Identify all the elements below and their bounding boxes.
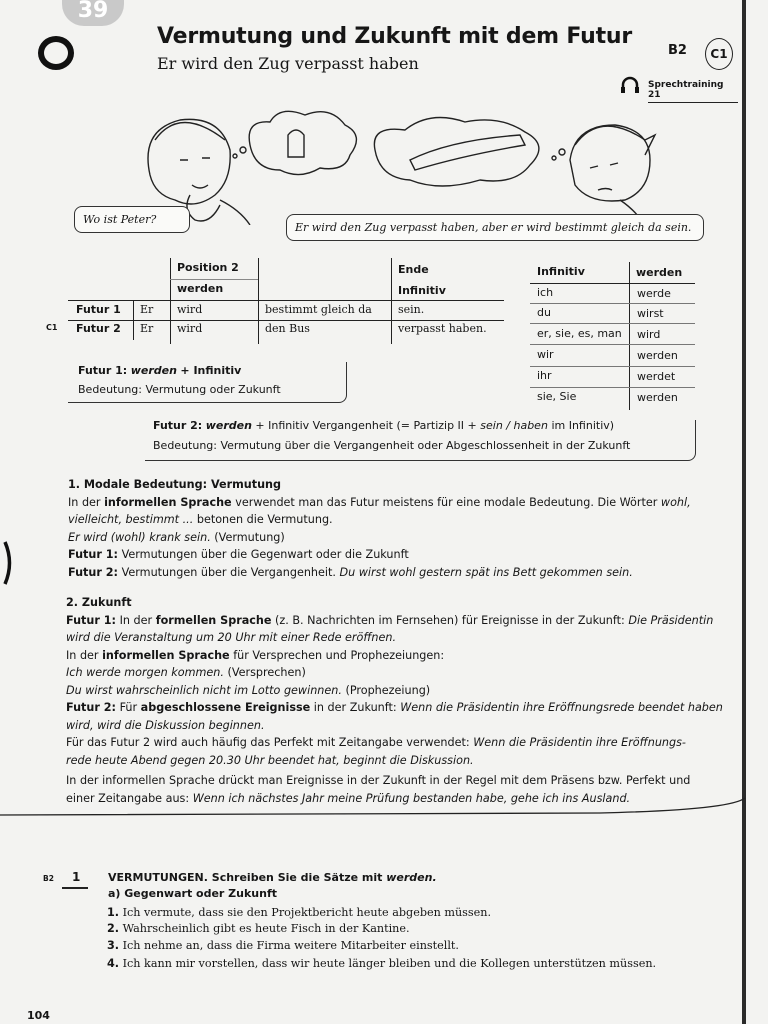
unit-number: 39 — [77, 0, 109, 23]
row-futur1-subject: Er — [140, 303, 154, 316]
page-subtitle: Er wird den Zug verpasst haben — [157, 54, 419, 73]
futur2-formula-werden: werden — [205, 419, 252, 432]
conj-form: wird — [637, 328, 661, 341]
text: Du wirst wohl gestern spät ins Bett gekommen sein. — [339, 565, 633, 579]
text: Er wird (wohl) krank sein. — [68, 530, 211, 544]
exercise-item — [107, 906, 491, 919]
text: (z. B. Nachrichten im Fernsehen) für Ereignisse in der Zukunft: — [271, 613, 629, 627]
text: Für das Futur 2 wird auch häufig das Perfekt mit Zeitangabe verwendet: — [66, 736, 474, 749]
exercise-item — [107, 939, 459, 952]
audio-track-label: Sprechtraining 21 — [648, 80, 738, 103]
text: Futur 2: — [68, 565, 119, 579]
text: Für — [116, 701, 141, 714]
text: (Prophezeiung) — [341, 683, 431, 697]
conj-form: wirst — [637, 307, 664, 320]
exercise-part-title: a) Gegenwart oder Zukunft — [108, 887, 278, 900]
speech-bubble-left — [74, 206, 190, 233]
section2-line — [66, 734, 726, 752]
futur2-formula — [153, 419, 614, 432]
row-futur1-label: Futur 1 — [76, 303, 121, 316]
conj-pronoun: ihr — [537, 369, 552, 382]
section-modal-meaning — [68, 476, 728, 581]
header-werden: werden — [177, 282, 224, 295]
text: Ich werde morgen kommen. — [66, 666, 224, 679]
header-position2: Position 2 — [177, 261, 239, 274]
section1-line — [68, 529, 728, 547]
item-text: Wahrscheinlich gibt es heute Fisch in der Kantine. — [122, 922, 410, 935]
text: abgeschlossene Ereignisse — [140, 701, 311, 714]
header-infinitiv: Infinitiv — [398, 284, 446, 297]
text: verwendet man das Futur meistens für eine modale Bedeutung. Die Wörter — [231, 495, 661, 509]
row-futur2-end: verpasst haben. — [398, 322, 487, 335]
item-number: 2. — [107, 922, 120, 935]
text: für Versprechen und Prophezeiungen: — [229, 648, 445, 662]
conj-form: werden — [637, 391, 678, 404]
futur1-formula — [78, 364, 241, 377]
text: VERMUTUNGEN. Schreiben Sie die Sätze mit — [108, 871, 387, 884]
item-number: 3. — [107, 939, 120, 952]
exercise-number: 1 — [72, 870, 81, 884]
conj-form: werdet — [637, 370, 676, 383]
text: Du wirst wahrscheinlich nicht im Lotto gewinnen. — [66, 683, 342, 697]
futur2-formula-aux: sein / haben — [480, 419, 548, 432]
item-number: 1. — [107, 906, 120, 919]
section2-line — [66, 682, 726, 700]
header-ende: Ende — [398, 263, 429, 276]
conj-pronoun: sie, Sie — [537, 390, 577, 403]
section2-line: wird die Veranstaltung um 20 Uhr mit einer Rede eröffnen. — [66, 631, 397, 644]
margin-bracket-icon — [2, 540, 16, 586]
futur1-formula-werden: werden — [130, 364, 177, 377]
text: betonen die Vermutung. — [193, 513, 333, 526]
text: In der — [116, 613, 156, 627]
conj-pronoun: wir — [537, 348, 554, 361]
exercise-level: B2 — [43, 874, 54, 883]
text: in der Zukunft: — [310, 701, 401, 714]
item-text: Ich nehme an, dass die Firma weitere Mitarbeiter einstellt. — [122, 939, 459, 952]
bubble-right-text: Er wird den Zug verpasst haben, aber er wird bestimmt gleich da sein. — [295, 221, 692, 234]
section2-line: rede heute Abend gegen 20.30 Uhr beendet hat, beginnt die Diskussion. — [66, 753, 474, 767]
row-futur2-label: Futur 2 — [76, 322, 121, 335]
bubble-left-text: Wo ist Peter? — [83, 213, 157, 226]
section1-line — [68, 564, 728, 582]
conj-form: werde — [637, 287, 671, 300]
row-futur2-middle: den Bus — [265, 322, 310, 335]
text: In der — [68, 495, 105, 509]
text: vielleicht, bestimmt ... — [68, 513, 194, 526]
text: In der — [66, 648, 103, 662]
text: Futur 2: — [66, 701, 117, 714]
headphones-icon — [620, 76, 640, 94]
text: werden. — [386, 871, 437, 884]
row-futur1-end: sein. — [398, 303, 425, 316]
item-text: Ich kann mir vorstellen, dass wir heute länger bleiben und die Kollegen unterstützen müssen. — [122, 957, 657, 970]
text: formellen Sprache — [155, 613, 272, 627]
page-number: 104 — [27, 1009, 50, 1022]
text: Wenn die Präsidentin ihre Eröffnungsrede beendet haben — [400, 701, 723, 714]
text: informellen Sprache — [102, 648, 230, 662]
section2-line: wird, wird die Diskussion beginnen. — [66, 718, 265, 732]
text: Wenn die Präsidentin ihre Eröffnungs- — [473, 736, 686, 749]
row-futur1-verb: wird — [177, 303, 203, 316]
section2-heading: 2. Zukunft — [66, 596, 132, 609]
unit-ring-icon — [38, 36, 74, 70]
futur2-formula-mid: + Infinitiv Vergangenheit (= Partizip II + — [255, 419, 477, 432]
section1-line — [68, 546, 728, 564]
text: Die Präsidentin — [628, 613, 714, 627]
section2-line — [66, 699, 726, 717]
futur2-formula-end: im Infinitiv) — [551, 419, 615, 432]
page-edge — [742, 0, 746, 1024]
item-number: 4. — [107, 957, 120, 970]
text: einer Zeitangabe aus: — [66, 791, 193, 805]
section-divider — [0, 790, 750, 820]
item-text: Ich vermute, dass sie den Projektbericht heute abgeben müssen. — [122, 906, 492, 919]
row-futur2-verb: wird — [177, 322, 203, 335]
text: Vermutungen über die Vergangenheit. — [118, 565, 340, 579]
row-futur2-level: C1 — [46, 323, 58, 332]
text: (Vermutung) — [210, 530, 285, 544]
section2-line — [66, 647, 726, 665]
text: Futur 1: — [68, 548, 119, 561]
exercise-item — [107, 922, 410, 935]
exercise-item — [107, 957, 656, 970]
text: wohl, — [660, 495, 691, 509]
speech-bubble-right — [286, 214, 704, 241]
text: Vermutungen über die Gegenwart oder die Zukunft — [118, 548, 409, 561]
section1-heading: 1. Modale Bedeutung: Vermutung — [68, 478, 282, 491]
exercise-instruction — [108, 871, 437, 884]
futur1-meaning: Bedeutung: Vermutung oder Zukunft — [78, 383, 281, 396]
section-future — [66, 594, 726, 807]
conj-header-infinitiv: Infinitiv — [537, 265, 585, 278]
section1-line — [68, 494, 728, 512]
text: Wenn ich nächstes Jahr meine Prüfung bestanden habe, gehe ich ins Ausland. — [192, 791, 631, 805]
text: (Versprechen) — [223, 666, 306, 679]
section2-line — [66, 664, 726, 682]
conj-pronoun: du — [537, 306, 551, 319]
text: Futur 1: — [66, 613, 117, 627]
futur2-formula-label: Futur 2: — [153, 419, 203, 432]
conj-pronoun: ich — [537, 286, 554, 299]
futur1-formula-label: Futur 1: — [78, 364, 128, 377]
section2-line — [66, 612, 726, 630]
text: informellen Sprache — [104, 495, 232, 509]
row-futur1-middle: bestimmt gleich da — [265, 303, 372, 316]
level-c1-badge: C1 — [705, 38, 733, 70]
futur1-formula-rest: + Infinitiv — [180, 364, 242, 377]
section2-line: In der informellen Sprache drückt man Ereignisse in der Zukunft in der Regel mit dem Präsens bzw. Perfekt und — [66, 774, 691, 787]
conj-form: werden — [637, 349, 678, 362]
conj-header-werden: werden — [636, 266, 683, 279]
row-futur2-subject: Er — [140, 322, 154, 335]
section1-line — [68, 511, 728, 529]
page-title: Vermutung und Zukunft mit dem Futur — [157, 24, 632, 49]
futur2-meaning: Bedeutung: Vermutung über die Vergangenheit oder Abgeschlossenheit in der Zukunft — [153, 439, 631, 452]
unit-badge — [62, 0, 124, 26]
level-b2-badge: B2 — [668, 43, 687, 58]
cartoon-illustration — [120, 100, 680, 225]
conj-pronoun: er, sie, es, man — [537, 327, 622, 340]
